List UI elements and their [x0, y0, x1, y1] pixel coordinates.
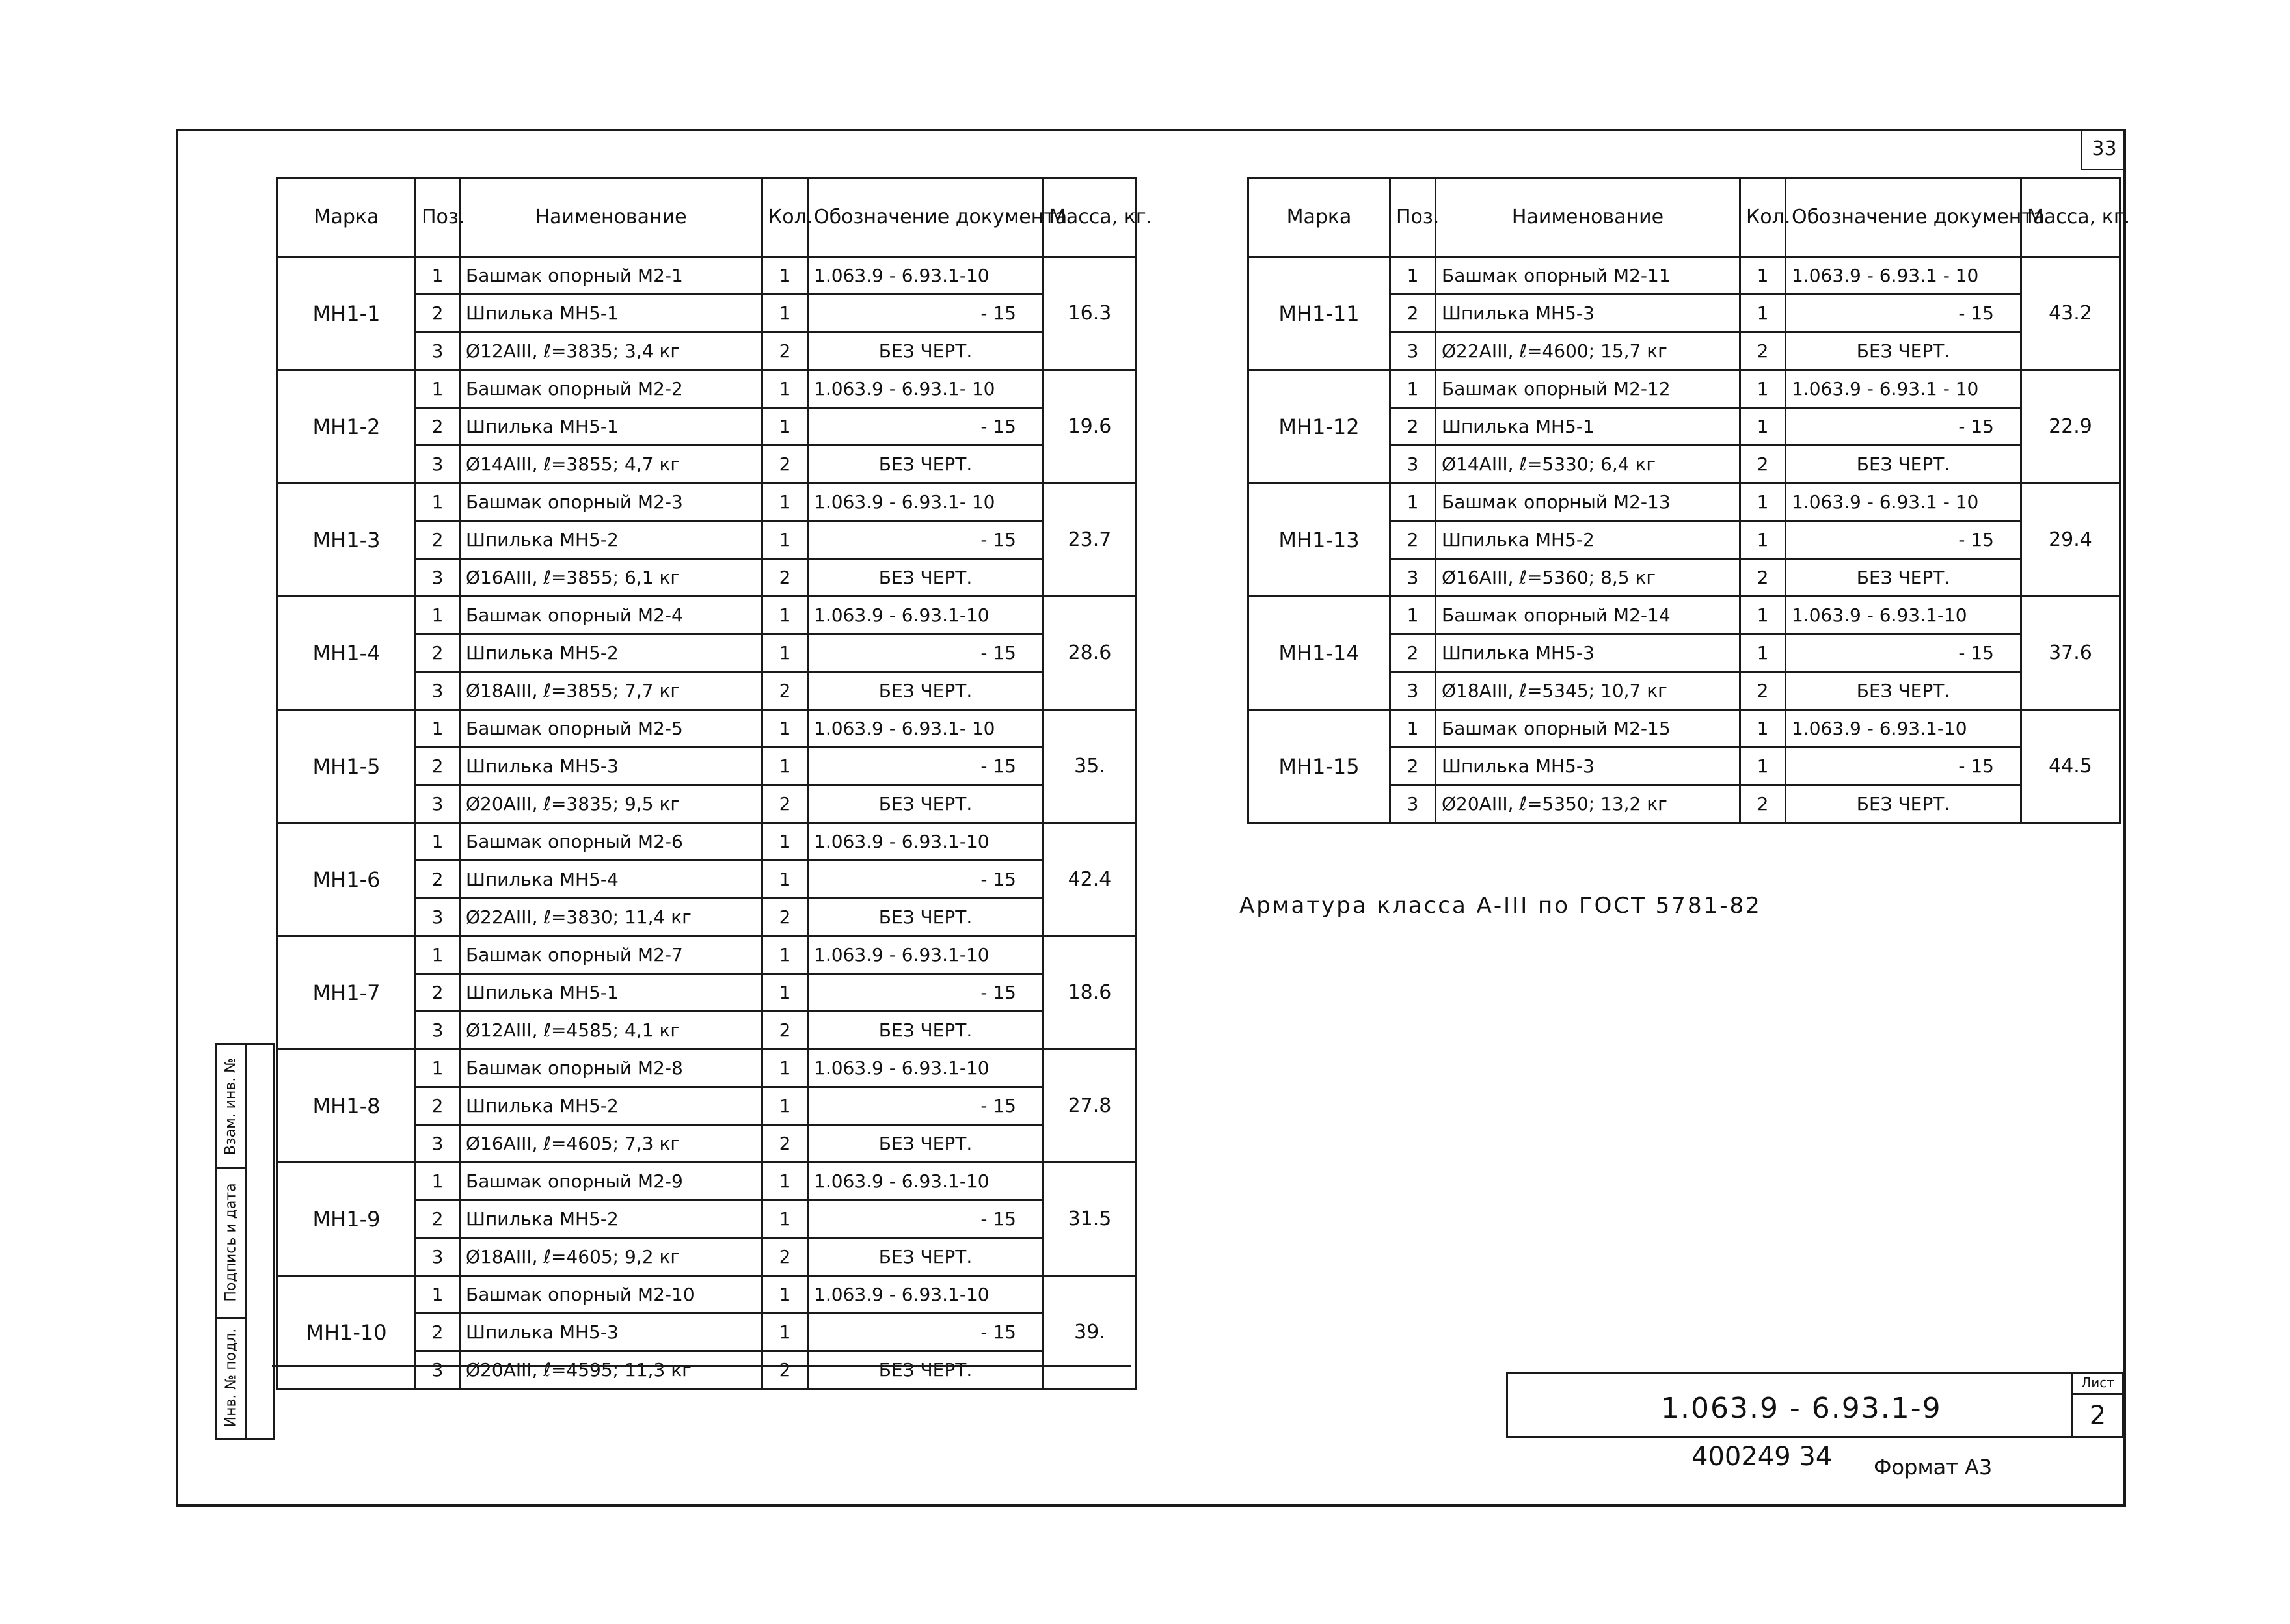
cell-mark: МН1-9 — [278, 1163, 416, 1276]
cell-qty: 1 — [1740, 521, 1786, 559]
cell-name: Шпилька МН5-2 — [460, 1087, 762, 1125]
cell-doc: - 15 — [808, 408, 1044, 446]
cell-pos: 3 — [416, 899, 460, 936]
cell-name: Башмак опорный М2-6 — [460, 823, 762, 861]
cell-qty: 1 — [762, 936, 808, 974]
table-row — [1248, 370, 2120, 408]
cell-mass: 27.8 — [1044, 1049, 1137, 1163]
header-pos: Поз. — [1390, 178, 1436, 257]
approval-stamp-strip — [215, 1043, 275, 1440]
cell-qty: 1 — [1740, 483, 1786, 521]
cell-qty: 2 — [762, 446, 808, 483]
cell-name: Шпилька МН5-3 — [1436, 295, 1740, 332]
cell-qty: 1 — [762, 1276, 808, 1314]
cell-name: Шпилька МН5-2 — [460, 1200, 762, 1238]
cell-qty: 1 — [762, 974, 808, 1012]
table-header-row — [278, 178, 1137, 257]
cell-mark: МН1-12 — [1248, 370, 1390, 483]
cell-doc: - 15 — [1786, 634, 2021, 672]
cell-qty: 1 — [762, 521, 808, 559]
cell-pos: 3 — [416, 559, 460, 597]
header-qty: Кол. — [1740, 178, 1786, 257]
header-doc: Обозначение документа — [1786, 178, 2021, 257]
cell-doc: - 15 — [808, 295, 1044, 332]
table-row — [278, 597, 1137, 634]
cell-qty: 2 — [762, 785, 808, 823]
cell-name: Башмак опорный М2-3 — [460, 483, 762, 521]
cell-name: Шпилька МН5-4 — [460, 861, 762, 899]
cell-qty: 1 — [1740, 748, 1786, 785]
cell-pos: 2 — [416, 861, 460, 899]
cell-doc: 1.063.9 - 6.93.1 - 10 — [1786, 257, 2021, 295]
cell-name: Башмак опорный М2-1 — [460, 257, 762, 295]
table-row — [1248, 257, 2120, 295]
header-doc: Обозначение документа — [808, 178, 1044, 257]
cell-name: Шпилька МН5-1 — [460, 974, 762, 1012]
cell-name: Башмак опорный М2-4 — [460, 597, 762, 634]
cell-doc: 1.063.9 - 6.93.1-10 — [1786, 597, 2021, 634]
cell-name: Ø18АIII, ℓ=3855; 7,7 кг — [460, 672, 762, 710]
cell-pos: 2 — [416, 408, 460, 446]
cell-pos: 3 — [416, 1012, 460, 1049]
cell-qty: 1 — [762, 257, 808, 295]
cell-name: Ø22АIII, ℓ=3830; 11,4 кг — [460, 899, 762, 936]
cell-doc: БЕЗ ЧЕРТ. — [1786, 672, 2021, 710]
table-row — [1248, 710, 2120, 748]
cell-pos: 3 — [1390, 785, 1436, 823]
stamp-column-divider — [245, 1045, 247, 1438]
cell-pos: 2 — [416, 295, 460, 332]
cell-name: Ø18АIII, ℓ=4605; 9,2 кг — [460, 1238, 762, 1276]
cell-pos: 2 — [416, 634, 460, 672]
cell-qty: 1 — [762, 1200, 808, 1238]
paper-format: Формат А3 — [1874, 1455, 1993, 1480]
cell-mark: МН1-6 — [278, 823, 416, 936]
cell-pos: 3 — [1390, 559, 1436, 597]
cell-doc: 1.063.9 - 6.93.1 - 10 — [1786, 370, 2021, 408]
cell-doc: - 15 — [808, 861, 1044, 899]
cell-qty: 2 — [762, 332, 808, 370]
table-header-row — [1248, 178, 2120, 257]
cell-mass: 39. — [1044, 1276, 1137, 1389]
cell-pos: 2 — [1390, 295, 1436, 332]
cell-qty: 2 — [762, 899, 808, 936]
cell-mark: МН1-11 — [1248, 257, 1390, 370]
cell-mass: 16.3 — [1044, 257, 1137, 370]
cell-name: Башмак опорный М2-14 — [1436, 597, 1740, 634]
cell-name: Шпилька МН5-3 — [1436, 748, 1740, 785]
header-name: Наименование — [1436, 178, 1740, 257]
cell-doc: 1.063.9 - 6.93.1- 10 — [808, 710, 1044, 748]
cell-doc: БЕЗ ЧЕРТ. — [808, 1351, 1044, 1389]
cell-doc: БЕЗ ЧЕРТ. — [808, 785, 1044, 823]
cell-name: Ø16АIII, ℓ=3855; 6,1 кг — [460, 559, 762, 597]
cell-mass: 18.6 — [1044, 936, 1137, 1049]
cell-pos: 1 — [1390, 370, 1436, 408]
cell-name: Ø14АIII, ℓ=5330; 6,4 кг — [1436, 446, 1740, 483]
cell-mass: 37.6 — [2021, 597, 2120, 710]
cell-mark: МН1-15 — [1248, 710, 1390, 823]
cell-pos: 2 — [1390, 748, 1436, 785]
cell-qty: 2 — [1740, 332, 1786, 370]
cell-qty: 1 — [762, 1163, 808, 1200]
sheet-number: 2 — [2089, 1401, 2107, 1431]
cell-qty: 1 — [762, 823, 808, 861]
table-row — [1248, 597, 2120, 634]
cell-mass: 35. — [1044, 710, 1137, 823]
cell-qty: 1 — [1740, 370, 1786, 408]
cell-doc: БЕЗ ЧЕРТ. — [808, 1012, 1044, 1049]
cell-mark: МН1-8 — [278, 1049, 416, 1163]
cell-name: Башмак опорный М2-15 — [1436, 710, 1740, 748]
table-row — [278, 710, 1137, 748]
cell-pos: 1 — [1390, 710, 1436, 748]
cell-pos: 3 — [416, 1351, 460, 1389]
cell-pos: 2 — [416, 1200, 460, 1238]
table-row — [278, 823, 1137, 861]
table-row — [278, 483, 1137, 521]
table-row — [278, 370, 1137, 408]
cell-mass: 22.9 — [2021, 370, 2120, 483]
cell-qty: 1 — [762, 597, 808, 634]
cell-name: Ø18АIII, ℓ=5345; 10,7 кг — [1436, 672, 1740, 710]
cell-name: Шпилька МН5-1 — [460, 295, 762, 332]
cell-pos: 2 — [416, 748, 460, 785]
cell-pos: 1 — [416, 370, 460, 408]
stamp-sign-date-label: Подпись и дата — [222, 1182, 239, 1302]
cell-name: Шпилька МН5-1 — [1436, 408, 1740, 446]
cell-doc: 1.063.9 - 6.93.1-10 — [1786, 710, 2021, 748]
cell-pos: 1 — [416, 1276, 460, 1314]
cell-doc: БЕЗ ЧЕРТ. — [808, 1125, 1044, 1163]
cell-qty: 1 — [762, 1087, 808, 1125]
cell-qty: 1 — [762, 483, 808, 521]
cell-doc: 1.063.9 - 6.93.1-10 — [808, 1163, 1044, 1200]
cell-mark: МН1-1 — [278, 257, 416, 370]
cell-doc: 1.063.9 - 6.93.1-10 — [808, 1049, 1044, 1087]
cell-name: Шпилька МН5-2 — [460, 521, 762, 559]
cell-doc: - 15 — [1786, 748, 2021, 785]
cell-pos: 2 — [416, 1087, 460, 1125]
header-mass: Масса, кг. — [2021, 178, 2120, 257]
reinforcement-note: Арматура класса А-III по ГОСТ 5781-82 — [1239, 893, 1762, 919]
cell-pos: 2 — [416, 1314, 460, 1351]
cell-pos: 1 — [416, 257, 460, 295]
cell-name: Ø20АIII, ℓ=3835; 9,5 кг — [460, 785, 762, 823]
cell-qty: 2 — [762, 1125, 808, 1163]
cell-mass: 19.6 — [1044, 370, 1137, 483]
cell-qty: 1 — [762, 748, 808, 785]
cell-pos: 2 — [416, 974, 460, 1012]
cell-mark: МН1-10 — [278, 1276, 416, 1389]
cell-doc: БЕЗ ЧЕРТ. — [808, 332, 1044, 370]
cell-doc: - 15 — [808, 1314, 1044, 1351]
cell-doc: - 15 — [808, 1200, 1044, 1238]
cell-doc: - 15 — [808, 634, 1044, 672]
stamp-inv-original — [217, 1317, 245, 1438]
cell-pos: 2 — [1390, 634, 1436, 672]
cell-qty: 2 — [762, 672, 808, 710]
cell-doc: - 15 — [1786, 408, 2021, 446]
cell-doc: БЕЗ ЧЕРТ. — [808, 1238, 1044, 1276]
cell-pos: 3 — [416, 446, 460, 483]
cell-doc: 1.063.9 - 6.93.1- 10 — [808, 483, 1044, 521]
sheet-label: Лист — [2073, 1374, 2122, 1395]
cell-doc: - 15 — [808, 974, 1044, 1012]
cell-name: Башмак опорный М2-11 — [1436, 257, 1740, 295]
cell-pos: 1 — [1390, 483, 1436, 521]
cell-doc: БЕЗ ЧЕРТ. — [808, 559, 1044, 597]
cell-doc: 1.063.9 - 6.93.1 - 10 — [1786, 483, 2021, 521]
cell-name: Башмак опорный М2-13 — [1436, 483, 1740, 521]
cell-pos: 2 — [416, 521, 460, 559]
table-row — [278, 257, 1137, 295]
cell-doc: - 15 — [808, 748, 1044, 785]
cell-mass: 42.4 — [1044, 823, 1137, 936]
cell-pos: 3 — [1390, 332, 1436, 370]
cell-qty: 2 — [1740, 446, 1786, 483]
cell-doc: 1.063.9 - 6.93.1-10 — [808, 823, 1044, 861]
cell-pos: 3 — [416, 1125, 460, 1163]
bottom-rule — [272, 1365, 1131, 1367]
cell-qty: 2 — [1740, 559, 1786, 597]
cell-pos: 3 — [1390, 672, 1436, 710]
cell-mass: 23.7 — [1044, 483, 1137, 597]
cell-doc: - 15 — [1786, 521, 2021, 559]
cell-mark: МН1-7 — [278, 936, 416, 1049]
cell-mark: МН1-14 — [1248, 597, 1390, 710]
cell-mass: 29.4 — [2021, 483, 2120, 597]
cell-qty: 1 — [1740, 710, 1786, 748]
cell-doc: БЕЗ ЧЕРТ. — [1786, 446, 2021, 483]
top-sheet-number: 33 — [2081, 129, 2126, 170]
table-row — [1248, 483, 2120, 521]
cell-name: Ø20АIII, ℓ=4595; 11,3 кг — [460, 1351, 762, 1389]
cell-qty: 1 — [1740, 257, 1786, 295]
cell-pos: 1 — [416, 1049, 460, 1087]
cell-qty: 2 — [1740, 785, 1786, 823]
cell-name: Ø16АIII, ℓ=5360; 8,5 кг — [1436, 559, 1740, 597]
cell-name: Ø12АIII, ℓ=4585; 4,1 кг — [460, 1012, 762, 1049]
table-row — [278, 936, 1137, 974]
cell-name: Башмак опорный М2-9 — [460, 1163, 762, 1200]
cell-pos: 3 — [416, 672, 460, 710]
header-mass: Масса, кг. — [1044, 178, 1137, 257]
table-row — [278, 1276, 1137, 1314]
cell-pos: 3 — [416, 1238, 460, 1276]
stamp-inv-replacement — [217, 1045, 245, 1169]
inventory-number: 400249 34 — [1691, 1442, 1833, 1472]
cell-qty: 2 — [762, 1012, 808, 1049]
cell-doc: БЕЗ ЧЕРТ. — [1786, 332, 2021, 370]
cell-name: Ø20АIII, ℓ=5350; 13,2 кг — [1436, 785, 1740, 823]
cell-mark: МН1-3 — [278, 483, 416, 597]
cell-doc: БЕЗ ЧЕРТ. — [808, 672, 1044, 710]
document-code: 1.063.9 - 6.93.1-9 — [1661, 1392, 1942, 1425]
cell-qty: 1 — [762, 370, 808, 408]
cell-mark: МН1-2 — [278, 370, 416, 483]
title-block — [1506, 1372, 2124, 1438]
cell-pos: 1 — [416, 483, 460, 521]
cell-pos: 2 — [1390, 521, 1436, 559]
table-row — [278, 1049, 1137, 1087]
cell-pos: 1 — [1390, 257, 1436, 295]
header-qty: Кол. — [762, 178, 808, 257]
cell-doc: БЕЗ ЧЕРТ. — [808, 446, 1044, 483]
stamp-inv-original-label: Инв. № подл. — [222, 1328, 239, 1427]
cell-qty: 1 — [762, 861, 808, 899]
cell-doc: - 15 — [808, 1087, 1044, 1125]
cell-name: Шпилька МН5-1 — [460, 408, 762, 446]
cell-pos: 1 — [416, 1163, 460, 1200]
cell-name: Башмак опорный М2-12 — [1436, 370, 1740, 408]
cell-qty: 1 — [762, 634, 808, 672]
cell-name: Башмак опорный М2-8 — [460, 1049, 762, 1087]
cell-qty: 1 — [762, 295, 808, 332]
cell-name: Башмак опорный М2-7 — [460, 936, 762, 974]
cell-name: Ø14АIII, ℓ=3855; 4,7 кг — [460, 446, 762, 483]
cell-mass: 43.2 — [2021, 257, 2120, 370]
cell-mark: МН1-4 — [278, 597, 416, 710]
cell-qty: 2 — [762, 559, 808, 597]
cell-pos: 1 — [1390, 597, 1436, 634]
cell-mass: 31.5 — [1044, 1163, 1137, 1276]
header-mark: Марка — [278, 178, 416, 257]
cell-qty: 2 — [762, 1238, 808, 1276]
cell-doc: 1.063.9 - 6.93.1-10 — [808, 936, 1044, 974]
cell-name: Шпилька МН5-3 — [460, 748, 762, 785]
stamp-inv-replacement-label: Взам. инв. № — [222, 1057, 239, 1155]
sheet-box — [2071, 1374, 2122, 1436]
cell-qty: 1 — [762, 1049, 808, 1087]
cell-pos: 3 — [416, 332, 460, 370]
cell-pos: 3 — [1390, 446, 1436, 483]
cell-mass: 44.5 — [2021, 710, 2120, 823]
cell-mark: МН1-5 — [278, 710, 416, 823]
spec-table-right — [1247, 177, 2131, 824]
spec-table-left — [276, 177, 1153, 1390]
cell-doc: БЕЗ ЧЕРТ. — [808, 899, 1044, 936]
cell-name: Ø12АIII, ℓ=3835; 3,4 кг — [460, 332, 762, 370]
cell-qty: 1 — [1740, 295, 1786, 332]
cell-qty: 1 — [762, 710, 808, 748]
cell-name: Башмак опорный М2-2 — [460, 370, 762, 408]
cell-doc: 1.063.9 - 6.93.1-10 — [808, 257, 1044, 295]
cell-pos: 1 — [416, 936, 460, 974]
cell-name: Ø16АIII, ℓ=4605; 7,3 кг — [460, 1125, 762, 1163]
cell-name: Ø22АIII, ℓ=4600; 15,7 кг — [1436, 332, 1740, 370]
cell-qty: 1 — [762, 408, 808, 446]
cell-qty: 1 — [762, 1314, 808, 1351]
cell-qty: 1 — [1740, 408, 1786, 446]
header-pos: Поз. — [416, 178, 460, 257]
cell-qty: 1 — [1740, 597, 1786, 634]
cell-qty: 2 — [762, 1351, 808, 1389]
cell-qty: 2 — [1740, 672, 1786, 710]
header-name: Наименование — [460, 178, 762, 257]
cell-doc: БЕЗ ЧЕРТ. — [1786, 559, 2021, 597]
cell-pos: 1 — [416, 710, 460, 748]
cell-doc: 1.063.9 - 6.93.1-10 — [808, 1276, 1044, 1314]
stamp-sign-date — [217, 1167, 245, 1319]
cell-doc: БЕЗ ЧЕРТ. — [1786, 785, 2021, 823]
cell-doc: - 15 — [1786, 295, 2021, 332]
cell-name: Башмак опорный М2-10 — [460, 1276, 762, 1314]
cell-pos: 1 — [416, 823, 460, 861]
cell-name: Башмак опорный М2-5 — [460, 710, 762, 748]
cell-pos: 1 — [416, 597, 460, 634]
cell-name: Шпилька МН5-3 — [460, 1314, 762, 1351]
cell-doc: 1.063.9 - 6.93.1-10 — [808, 597, 1044, 634]
cell-mark: МН1-13 — [1248, 483, 1390, 597]
cell-mass: 28.6 — [1044, 597, 1137, 710]
cell-pos: 3 — [416, 785, 460, 823]
cell-name: Шпилька МН5-2 — [460, 634, 762, 672]
cell-name: Шпилька МН5-2 — [1436, 521, 1740, 559]
cell-qty: 1 — [1740, 634, 1786, 672]
cell-doc: - 15 — [808, 521, 1044, 559]
table-row — [278, 1163, 1137, 1200]
header-mark: Марка — [1248, 178, 1390, 257]
cell-doc: 1.063.9 - 6.93.1- 10 — [808, 370, 1044, 408]
cell-pos: 2 — [1390, 408, 1436, 446]
cell-name: Шпилька МН5-3 — [1436, 634, 1740, 672]
